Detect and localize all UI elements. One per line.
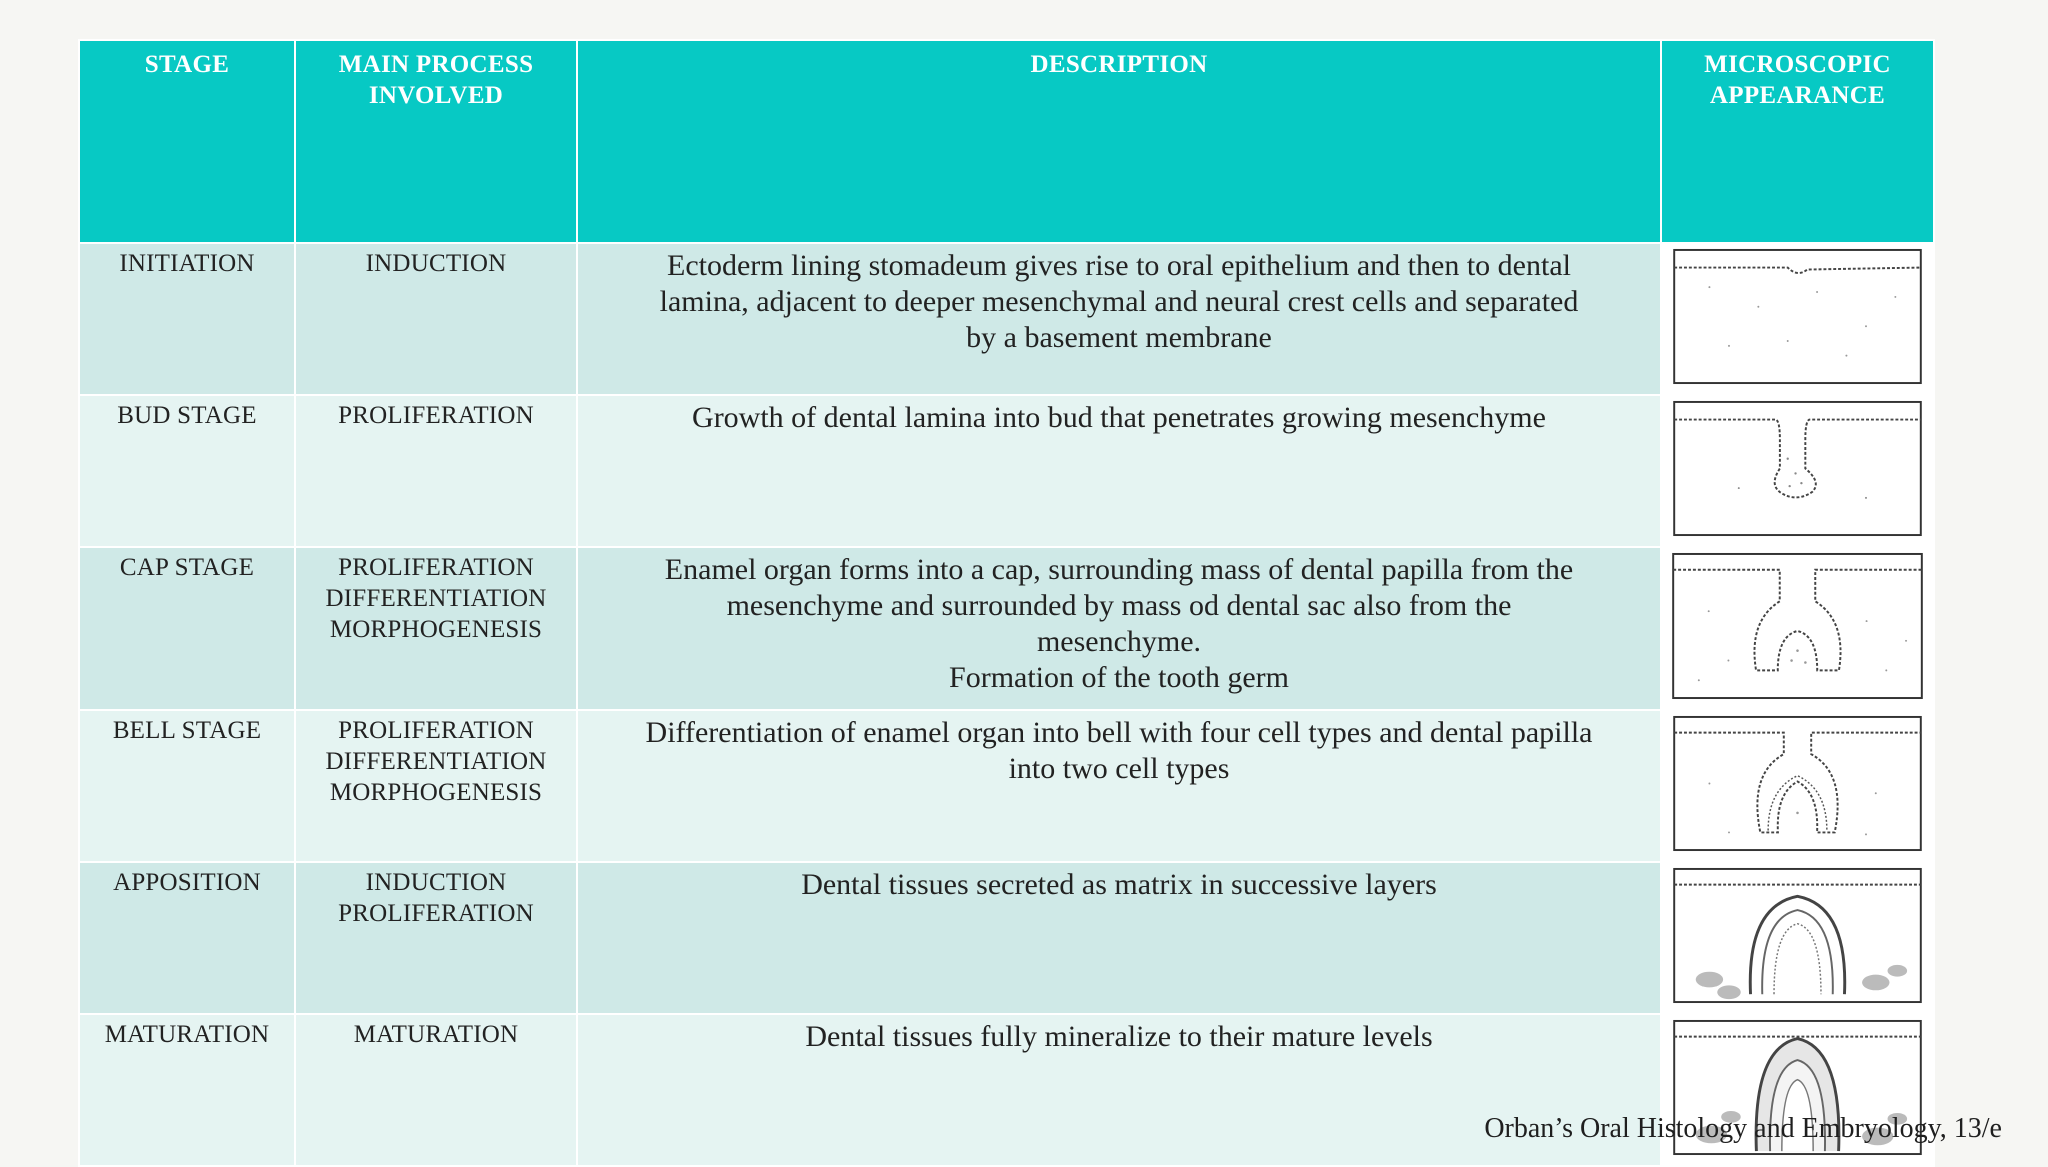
header-row (79, 40, 1934, 243)
stage-cell: CAP STAGE (79, 547, 295, 710)
process-item: MORPHOGENESIS (329, 616, 543, 643)
microscopic-cell (1661, 243, 1934, 395)
process-item: PROLIFERATION (338, 554, 534, 581)
stage-cell: MATURATION (79, 1014, 295, 1166)
description-cell: Ectoderm lining stomadeum gives rise to oral epithelium and then to dental lamina, adjacent to deeper mesenchymal and neural crest cells and separated by a basement membrane (577, 243, 1661, 395)
microscopic-cell (1661, 547, 1934, 710)
process-item: MORPHOGENESIS (329, 779, 543, 806)
process-cell (295, 710, 577, 862)
cap-stage-diagram (1664, 552, 1931, 700)
description-cell: Growth of dental lamina into bud that penetrates growing mesenchyme (577, 395, 1661, 547)
initiation-diagram (1664, 248, 1931, 385)
process-item: INDUCTION (365, 250, 507, 277)
header-description: DESCRIPTION (577, 40, 1661, 243)
process-item: DIFFERENTIATION (325, 585, 547, 612)
table-row (79, 547, 1934, 710)
header-microscopic-appearance: MICROSCOPIC APPEARANCE (1661, 40, 1934, 243)
description-cell: Differentiation of enamel organ into bell with four cell types and dental papilla into two cell types (577, 710, 1661, 862)
process-cell (295, 243, 577, 395)
description-cell: Dental tissues secreted as matrix in successive layers (577, 862, 1661, 1014)
microscopic-cell (1661, 862, 1934, 1014)
description-cell: Enamel organ forms into a cap, surrounding mass of dental papilla from the mesenchyme and surrounded by mass od dental sac also from the mesenchyme. Formation of the tooth germ (577, 547, 1661, 710)
process-item: INDUCTION (365, 869, 507, 896)
process-cell (295, 862, 577, 1014)
table-row (79, 710, 1934, 862)
description-cell: Dental tissues fully mineralize to their mature levels (577, 1014, 1661, 1166)
stage-cell: BUD STAGE (79, 395, 295, 547)
table-row (79, 862, 1934, 1014)
table-row (79, 243, 1934, 395)
process-item: DIFFERENTIATION (325, 748, 547, 775)
process-item: PROLIFERATION (338, 402, 534, 429)
apposition-diagram (1664, 867, 1931, 1004)
stage-cell: INITIATION (79, 243, 295, 395)
header-stage: STAGE (79, 40, 295, 243)
microscopic-cell (1661, 710, 1934, 862)
process-item: PROLIFERATION (338, 717, 534, 744)
process-item: PROLIFERATION (338, 900, 534, 927)
table-row (79, 395, 1934, 547)
bell-stage-diagram (1664, 715, 1931, 852)
process-cell (295, 547, 577, 710)
source-citation: Orban’s Oral Histology and Embryology, 13/e (1484, 1113, 2002, 1144)
process-item: MATURATION (353, 1021, 519, 1048)
stage-cell: BELL STAGE (79, 710, 295, 862)
bud-stage-diagram (1664, 400, 1931, 537)
tooth-development-table (78, 39, 1935, 1167)
process-cell (295, 395, 577, 547)
process-cell (295, 1014, 577, 1166)
header-main-process: MAIN PROCESS INVOLVED (295, 40, 577, 243)
microscopic-cell (1661, 395, 1934, 547)
stage-cell: APPOSITION (79, 862, 295, 1014)
